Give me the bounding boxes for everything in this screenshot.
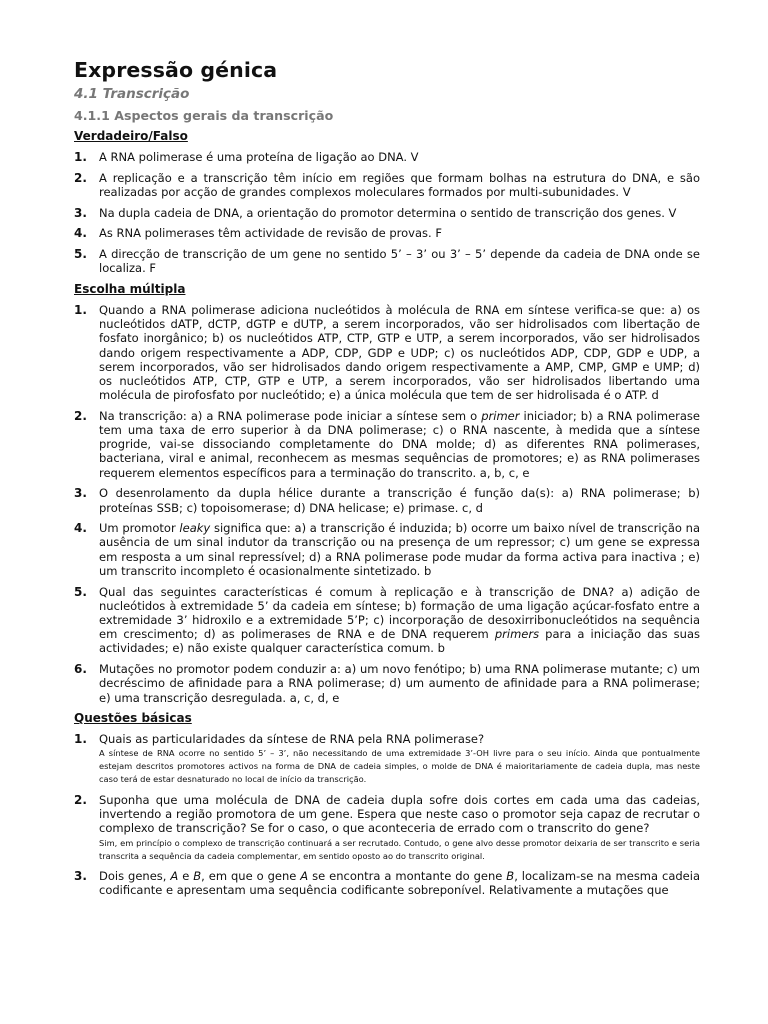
item-number: 2. [74,792,87,807]
item-text-part: , em que o gene [201,869,301,884]
list-item [74,662,700,705]
item-number: 1. [74,302,87,317]
list-item [74,206,700,220]
page-title: Expressão génica [74,58,278,82]
item-text-part: se encontra a montante do gene [308,869,507,884]
item-text-emphasis: B [506,869,515,884]
item-text: A replicação e a transcrição têm início em regiões que formam bolhas na estrutura do DNA, e são realizadas por acção de grandes complexos moleculares formados por multi-subunidades. V [99,170,700,199]
item-text [99,585,700,656]
item-number: 2. [74,408,87,423]
item-number: 1. [74,150,87,164]
item-text [99,521,700,578]
item-text-emphasis: B [193,869,202,884]
item-text [99,409,700,480]
subsection-subtitle: 4.1.1 Aspectos gerais da transcrição [74,108,334,123]
item-text-emphasis: A [300,869,309,884]
item-text: Quais as particularidades da síntese de RNA pela RNA polimerase? [99,732,485,747]
list-item [74,409,700,480]
list-item [74,247,700,275]
item-text-part: Qual das seguintes características é comum à replicação e à transcrição de DNA? a) adição de nucleótidos à extremidade 5’ da cadeia em síntese; b) formação de uma ligação açúcar-fosfato entre a extremidade 3’ hidroxilo e a extremidade 5’P; c) incorporação de desoxirribonucleótidos na sequência em crescimento; d) as polimerases de RNA e de DNA requerem [99,584,700,642]
qb-list [74,732,700,897]
item-number: 3. [74,869,87,884]
item-text [99,869,700,897]
item-body [99,793,700,863]
item-number: 5. [74,247,87,262]
list-item [74,869,700,897]
section-heading-mc: Escolha múltipla [74,281,186,296]
item-text-part: Um promotor [99,521,180,536]
vf-list [74,150,700,275]
item-number: 6. [74,662,87,677]
item-text: O desenrolamento da dupla hélice durante a transcrição é função da(s): a) RNA polimerase; b) proteínas SSB; c) topoisomerase; d) DNA helicase; e) primase. c, d [99,486,700,515]
item-text-emphasis: primer [481,408,520,423]
list-item [74,732,700,786]
item-text-emphasis: leaky [179,521,211,536]
item-text: As RNA polimerases têm actividade de revisão de provas. F [99,226,442,241]
answer-text: A síntese de RNA ocorre no sentido 5’ – 3’, não necessitando de uma extremidade 3’-OH livre para o seu início. Ainda que pontualmente estejam descritos promotores activos na forma de DNA de cadeia simples, o molde de DNA é maioritariamente de cadeia dupla, mas neste caso terá de estar desnaturado no local de início da transcrição. [99,748,700,785]
item-text-part: , localizam-se na mesma cadeia codificante e apresentam uma sequência codificante sobreponível. Relativamente a mutações que [99,869,700,898]
item-text-part: Na transcrição: a) a RNA polimerase pode iniciar a síntese sem o [99,408,482,423]
item-number: 4. [74,521,87,536]
list-item [74,150,700,164]
item-text-part: iniciador; b) a RNA polimerase tem uma taxa de erro superior à da DNA polimerase; c) o RNA nascente, à medida que a síntese progride, vai-se dissociando completamente do DNA molde; d) as diferentes RNA polimerases, bacteriana, viral e animal, reconhecem as mesmas sequências de promotores; e) as RNA polimerases requerem elementos específicos para a terminação do transcrito. a, b, c, e [99,408,700,480]
answer-text: Sim, em princípio o complexo de transcrição continuará a ser recrutado. Contudo, o gene alvo desse promotor deixaria de ser transcrito e seria transcrita a sequência da cadeia complementar, em sentido oposto ao do transcrito original. [99,837,700,861]
item-number: 2. [74,170,87,185]
mc-list [74,303,700,705]
list-item [74,486,700,514]
item-text: Na dupla cadeia de DNA, a orientação do promotor determina o sentido de transcrição dos genes. V [99,205,677,220]
item-text-part: e [178,869,194,884]
section-subtitle: 4.1 Transcrição [74,86,190,102]
item-text: Suponha que uma molécula de DNA de cadeia dupla sofre dois cortes em cada uma das cadeias, invertendo a região promotora de um gene. Espera que neste caso o promotor seja capaz de recrutar o complexo de transcrição? Se for o caso, o que aconteceria de errado com o transcrito do gene? [99,792,700,836]
item-text-emphasis: primers [494,627,540,642]
item-text: A direcção de transcrição de um gene no sentido 5’ – 3’ ou 3’ – 5’ depende da cadeia de DNA onde se localiza. F [99,247,700,276]
item-text-emphasis: A [170,869,179,884]
item-number: 3. [74,205,87,220]
item-number: 1. [74,732,87,747]
item-number: 5. [74,584,87,599]
item-text-part: para a iniciação das suas actividades; e) não existe qualquer característica comum. b [99,627,700,656]
list-item [74,226,700,240]
item-text: Quando a RNA polimerase adiciona nucleótidos à molécula de RNA em síntese verifica-se que: a) os nucleótidos dATP, dCTP, dGTP e dUTP, a serem incorporados, vão ser hidrolisados com libertação de fosfato inorgânico; b) os nucleótidos ATP, CTP, GTP e UTP, a serem incorporados, vão ser hidrolisados dando origem respectivamente a ADP, CDP, GDP e UDP; c) os nucleótidos ADP, CDP, GDP e UDP, a serem incorporados, vão ser hidrolisados dando origem respectivamente a AMP, CMP, GMP e UMP; d) os nucleótidos ATP, CTP, GTP e UTP, a serem incorporados, vão ser hidrolisados libertando uma molécula de pirofosfato por nucleótido; e) a única molécula que tem de ser hidrolisada é o ATP. d [99,302,700,403]
section-heading-vf: Verdadeiro/Falso [74,129,188,143]
item-number: 4. [74,226,87,241]
item-body [99,732,700,786]
item-number: 3. [74,486,87,501]
list-item [74,793,700,863]
item-text: A RNA polimerase é uma proteína de ligação ao DNA. V [99,150,419,164]
section-heading-qb: Questões básicas [74,711,192,726]
list-item [74,171,700,199]
item-text-part: significa que: a) a transcrição é induzida; b) ocorre um baixo nível de transcrição na ausência de um sinal indutor da transcrição ou na presença de um repressor; c) um gene se expressa em resposta a um sinal repressível; d) a RNA polimerase pode mudar da forma activa para inactiva ; e) um transcrito incompleto é ocasionalmente sintetizado. b [99,521,700,578]
item-text: Mutações no promotor podem conduzir a: a) um novo fenótipo; b) uma RNA polimerase mutante; c) um decréscimo de afinidade para a RNA polimerase; d) um aumento de afinidade para a RNA polimerase; e) uma transcrição desregulada. a, c, d, e [99,662,700,705]
list-item [74,585,700,656]
list-item [74,521,700,578]
item-text-part: Dois genes, [99,869,171,884]
list-item [74,303,700,402]
